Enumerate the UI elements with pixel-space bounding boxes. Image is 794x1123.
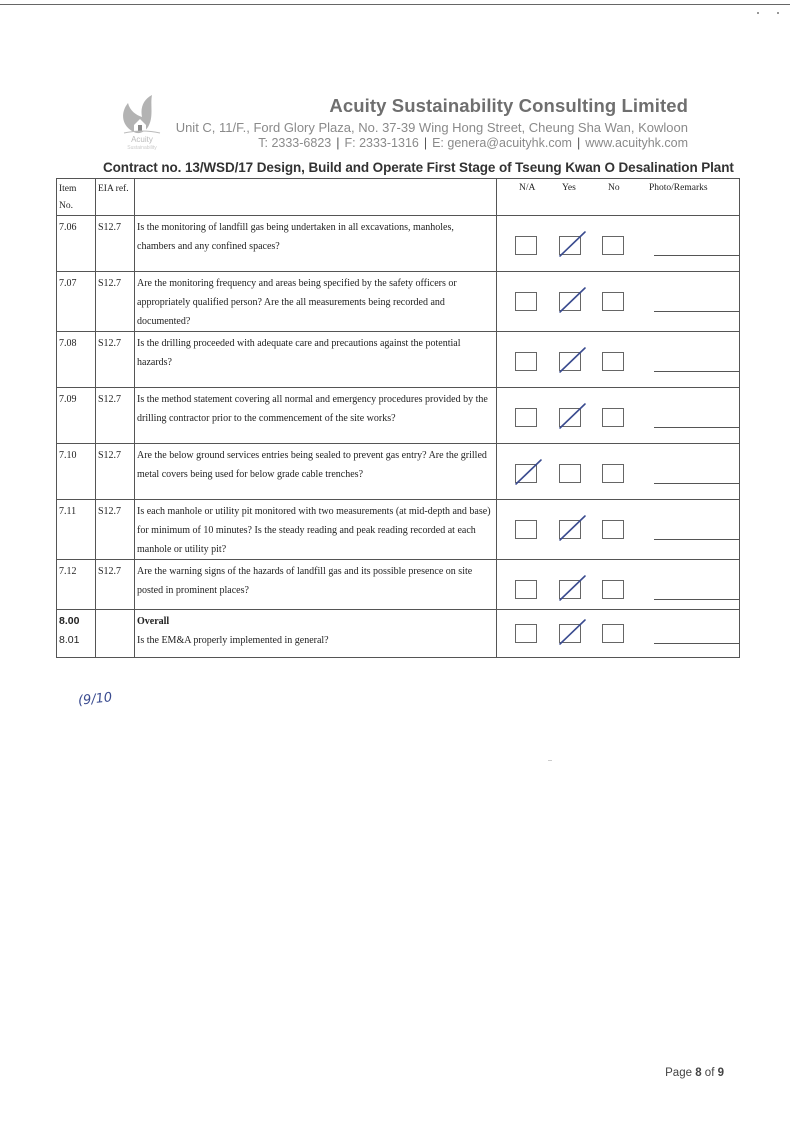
eia-ref-cell: [96, 332, 135, 388]
item-no: 7.07: [59, 278, 77, 289]
checkbox-yes[interactable]: [559, 580, 581, 599]
item-no: 7.10: [59, 450, 77, 461]
item-no-cell: [57, 560, 96, 610]
table-row: [57, 500, 740, 560]
question-cell: [135, 332, 497, 388]
checkbox-yes[interactable]: [559, 408, 581, 427]
checkbox-no[interactable]: [602, 236, 624, 255]
question-cell: [135, 388, 497, 444]
eia-ref-cell: [96, 388, 135, 444]
remarks-field[interactable]: [654, 311, 739, 312]
company-logo: [104, 95, 180, 155]
answer-cell: [497, 560, 740, 610]
eia-ref-cell: [96, 560, 135, 610]
item-no-cell: [57, 444, 96, 500]
page-prefix: Page: [665, 1067, 696, 1079]
header-eia-ref: [96, 179, 135, 216]
scan-top-edge: [0, 4, 790, 5]
question-text: Is each manhole or utility pit monitored with two measurements (at mid-depth and base) for minimum of 10 minutes? Is the steady reading and peak reading recorded at each manhole or utility pit?: [137, 506, 491, 555]
eia-ref: S12.7: [98, 566, 122, 577]
table-row: [57, 272, 740, 332]
checkbox-na[interactable]: [515, 292, 537, 311]
separator: |: [576, 136, 581, 150]
overall-question: Is the EM&A properly implemented in general?: [137, 635, 329, 646]
overall-row: [57, 610, 740, 658]
question-text: Are the below ground services entries being sealed to prevent gas entry? Are the grilled metal covers being used for below grade cable trenches?: [137, 450, 487, 480]
header-no: No: [608, 183, 620, 193]
remarks-field[interactable]: [654, 483, 739, 484]
overall-desc: [135, 610, 496, 650]
item-no-cell: [57, 272, 96, 332]
handwritten-note: (9/10: [77, 690, 113, 709]
contract-title: Contract no. 13/WSD/17 Design, Build and Operate First Stage of Tseung Kwan O Desalination Plant: [103, 160, 734, 175]
scan-speck: [757, 12, 759, 14]
page-number: [665, 1067, 724, 1079]
eia-ref: S12.7: [98, 450, 122, 461]
item-no: 7.06: [59, 222, 77, 233]
checkbox-no[interactable]: [602, 464, 624, 483]
question-cell: [135, 272, 497, 332]
checkbox-yes[interactable]: [559, 624, 581, 643]
checkbox-na[interactable]: [515, 352, 537, 371]
overall-item-no: 8.01: [59, 634, 80, 646]
eia-ref: S12.7: [98, 222, 122, 233]
answer-cell: [497, 272, 740, 332]
item-no: 7.12: [59, 566, 77, 577]
checkbox-na[interactable]: [515, 408, 537, 427]
item-no-cell: [57, 500, 96, 560]
company-name: Acuity Sustainability Consulting Limited: [329, 95, 688, 116]
item-no-cell: [57, 332, 96, 388]
phone: T: 2333-6823: [258, 136, 332, 150]
header-yes: Yes: [562, 183, 576, 193]
item-no-cell: [57, 216, 96, 272]
remarks-field[interactable]: [654, 539, 739, 540]
table-row: [57, 332, 740, 388]
company-address: Unit C, 11/F., Ford Glory Plaza, No. 37-39 Wing Hong Street, Cheung Sha Wan, Kowloon: [175, 120, 688, 135]
item-no-cell: [57, 388, 96, 444]
header-na: N/A: [519, 183, 536, 193]
answer-cell: [497, 500, 740, 560]
table-row: [57, 216, 740, 272]
checkbox-yes[interactable]: [559, 352, 581, 371]
question-text: Are the warning signs of the hazards of landfill gas and its possible presence on site posted in prominent places?: [137, 566, 473, 596]
checkbox-no[interactable]: [602, 352, 624, 371]
header-description: [135, 179, 497, 216]
scan-speck: [777, 12, 779, 14]
checkbox-no[interactable]: [602, 408, 624, 427]
checkbox-yes[interactable]: [559, 292, 581, 311]
checkbox-no[interactable]: [602, 580, 624, 599]
item-no: 7.09: [59, 394, 77, 405]
header-item-no-label: Item No.: [59, 184, 77, 211]
remarks-field[interactable]: [654, 255, 739, 256]
fax: F: 2333-1316: [344, 136, 419, 150]
checkbox-na[interactable]: [515, 520, 537, 539]
remarks-field[interactable]: [654, 599, 739, 600]
checkbox-na[interactable]: [515, 580, 537, 599]
table-row: [57, 388, 740, 444]
header-eia-ref-label: EIA ref.: [98, 184, 129, 194]
item-no: 7.08: [59, 338, 77, 349]
eia-ref: S12.7: [98, 394, 122, 405]
eia-ref: S12.7: [98, 278, 122, 289]
company-letterhead: [176, 95, 688, 150]
eia-ref-cell: [96, 272, 135, 332]
table-header-row: [57, 179, 740, 216]
checkbox-no[interactable]: [602, 624, 624, 643]
website: www.acuityhk.com: [585, 136, 688, 150]
checkbox-na[interactable]: [515, 624, 537, 643]
overall-check-cell: [497, 610, 740, 658]
eia-ref-cell: [96, 444, 135, 500]
question-text: Is the monitoring of landfill gas being undertaken in all excavations, manholes, chambers and any confined spaces?: [137, 222, 454, 252]
checkbox-na[interactable]: [515, 464, 537, 483]
page-total: 9: [717, 1067, 724, 1079]
question-cell: [135, 216, 497, 272]
table-row: [57, 560, 740, 610]
page-of: of: [701, 1067, 718, 1079]
eia-ref-cell: [96, 216, 135, 272]
overall-eia-cell: [96, 610, 135, 658]
overall-section-title: Overall: [137, 616, 170, 627]
question-cell: [135, 560, 497, 610]
overall-item-cell: [57, 610, 96, 658]
header-item-no: [57, 179, 96, 216]
checkbox-na[interactable]: [515, 236, 537, 255]
logo-text: Acuity: [131, 135, 153, 144]
header-remarks: Photo/Remarks: [649, 183, 708, 193]
logo-wordmark: [104, 135, 180, 153]
overall-eia-ref: [96, 610, 134, 612]
company-contact: [176, 136, 688, 150]
checkbox-no[interactable]: [602, 520, 624, 539]
eia-ref: S12.7: [98, 506, 122, 517]
overall-section-no: 8.00: [59, 615, 80, 627]
separator: |: [423, 136, 428, 150]
question-cell: [135, 500, 497, 560]
header-checks: [497, 179, 740, 216]
eia-ref: S12.7: [98, 338, 122, 349]
page-current: 8: [695, 1067, 702, 1079]
remarks-field[interactable]: [654, 371, 739, 372]
checkbox-yes[interactable]: [559, 520, 581, 539]
overall-item-numbers: [57, 610, 95, 650]
checklist-table: [56, 178, 740, 658]
checkbox-no[interactable]: [602, 292, 624, 311]
table-row: [57, 444, 740, 500]
question-text: Is the method statement covering all normal and emergency procedures provided by the drilling contractor prior to the commencement of the site works?: [137, 394, 488, 424]
question-text: Are the monitoring frequency and areas being specified by the safety officers or appropriately qualified person? Are the all measurements being recorded and documented?: [137, 278, 457, 327]
answer-cell: [497, 444, 740, 500]
checkbox-yes[interactable]: [559, 236, 581, 255]
answer-cell: [497, 388, 740, 444]
remarks-field[interactable]: [654, 643, 739, 644]
logo-subtext: Sustainability: [127, 145, 157, 151]
checkbox-yes[interactable]: [559, 464, 581, 483]
remarks-field[interactable]: [654, 427, 739, 428]
answer-cell: [497, 216, 740, 272]
email: E: genera@acuityhk.com: [432, 136, 572, 150]
question-cell: [135, 444, 497, 500]
question-text: Is the drilling proceeded with adequate care and precautions against the potential hazards?: [137, 338, 461, 368]
separator: |: [336, 136, 340, 150]
overall-desc-cell: [135, 610, 497, 658]
item-no: 7.11: [59, 506, 77, 517]
scan-speck: [548, 760, 552, 761]
answer-cell: [497, 332, 740, 388]
eia-ref-cell: [96, 500, 135, 560]
leaf-house-icon: [104, 95, 180, 137]
